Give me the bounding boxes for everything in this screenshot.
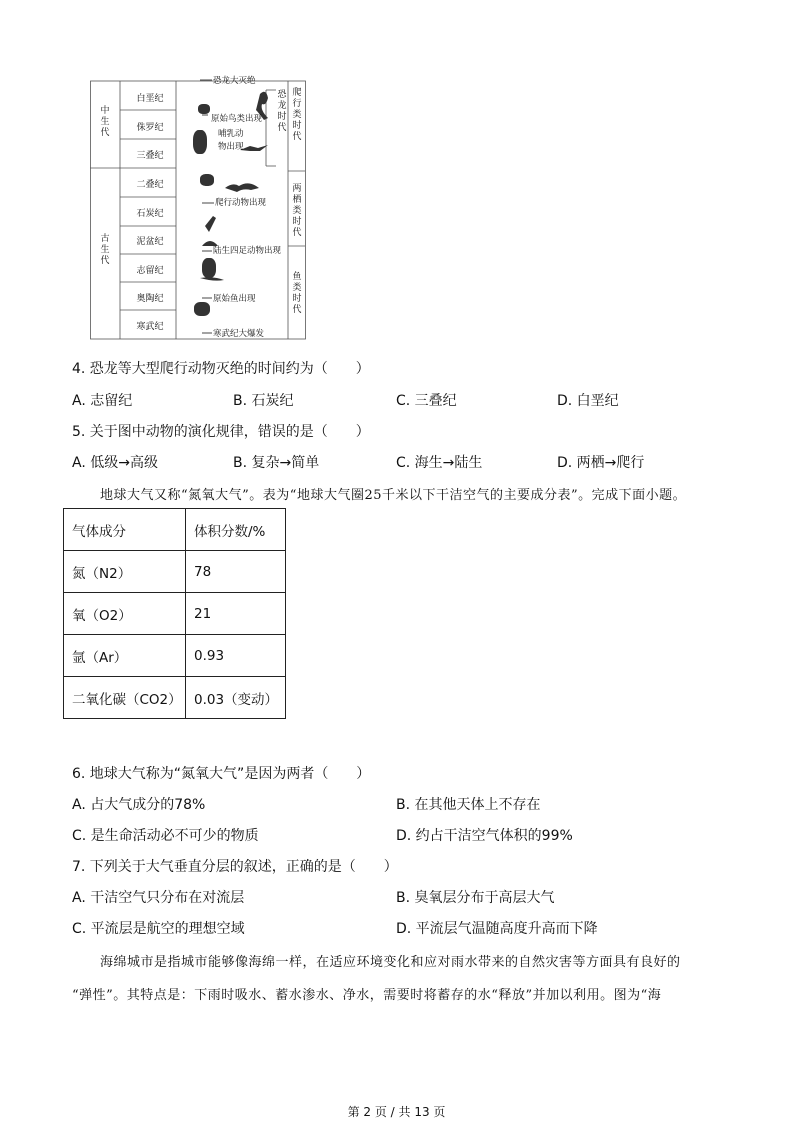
age-reptile: 爬行类时代 [292, 88, 302, 142]
table-cell-volume: 21 [186, 593, 286, 635]
table-cell-gas: 氩（Ar） [64, 635, 186, 677]
period-triassic: 三叠纪 [136, 151, 164, 161]
q4-option-b[interactable]: B. 石炭纪 [233, 393, 294, 409]
table-row [64, 551, 286, 593]
geologic-time-figure [90, 76, 310, 341]
q7-option-a[interactable]: A. 干洁空气只分布在对流层 [72, 890, 245, 906]
anno-mammals-1: 哺乳动 [218, 129, 244, 139]
table-cell-volume: 78 [186, 551, 286, 593]
table-header-cell: 气体成分 [64, 509, 186, 551]
anno-tetrapods: 陆生四足动物出现 [213, 246, 282, 256]
fossil-permian-icon [200, 174, 214, 186]
table-cell-gas: 二氧化碳（CO2） [64, 677, 186, 719]
anno-fish: 原始鱼出现 [213, 294, 256, 304]
period-permian: 二叠纪 [136, 180, 164, 190]
q7-option-b[interactable]: B. 臭氧层分布于高层大气 [396, 890, 555, 906]
period-devonian: 泥盆纪 [136, 237, 164, 247]
anno-cambrian: 寒武纪大爆发 [213, 329, 265, 339]
period-cambrian: 寒武纪 [136, 322, 164, 332]
table-cell-volume: 0.03（变动） [186, 677, 286, 719]
q7-option-c[interactable]: C. 平流层是航空的理想空域 [72, 921, 245, 937]
q6-option-b[interactable]: B. 在其他天体上不存在 [396, 797, 541, 813]
anno-dino-extinction: 恐龙大灭绝 [213, 76, 256, 86]
age-dino: 恐龙时代 [277, 90, 287, 133]
q5-option-c[interactable]: C. 海生→陆生 [396, 455, 483, 471]
q4-option-d[interactable]: D. 白垩纪 [557, 393, 619, 409]
table-cell-volume: 0.93 [186, 635, 286, 677]
era-paleozoic: 古生代 [100, 234, 110, 266]
intro-sponge-line1: 海绵城市是指城市能够像海绵一样，在适应环境变化和应对雨水带来的自然灾害等方面具有良好的 [100, 955, 681, 970]
q7-stem: 7. 下列关于大气垂直分层的叙述，正确的是（ ） [72, 859, 398, 875]
intro-sponge-line2: “弹性”。其特点是：下雨时吸水、蓄水渗水、净水，需要时将蓄存的水“释放”并加以利用。图为“海 [72, 988, 662, 1003]
anno-reptiles: 爬行动物出现 [215, 198, 267, 208]
anno-mammals-2: 物出现 [218, 142, 244, 152]
period-jurassic: 侏罗纪 [136, 123, 164, 133]
period-carboniferous: 石炭纪 [136, 209, 164, 219]
q6-option-c[interactable]: C. 是生命活动必不可少的物质 [72, 828, 259, 844]
era-mesozoic: 中生代 [100, 106, 110, 138]
page-footer: 第 2 页 / 共 13 页 [347, 1105, 446, 1119]
intro-atmosphere: 地球大气又称“氮氧大气”。表为“地球大气圈25千米以下干洁空气的主要成分表”。完成下面小题。 [100, 488, 687, 503]
gas-composition-table [63, 508, 286, 719]
table-header-row [64, 509, 286, 551]
age-amphibian: 两栖类时代 [292, 184, 302, 238]
q6-stem: 6. 地球大气称为“氮氧大气”是因为两者（ ） [72, 766, 371, 782]
q4-stem: 4. 恐龙等大型爬行动物灭绝的时间约为（ ） [72, 361, 370, 377]
table-cell-gas: 氧（O2） [64, 593, 186, 635]
q5-option-d[interactable]: D. 两栖→爬行 [557, 455, 645, 471]
age-fish: 鱼类时代 [292, 272, 302, 315]
q6-option-d[interactable]: D. 约占干洁空气体积的99% [396, 828, 573, 844]
q5-option-b[interactable]: B. 复杂→简单 [233, 455, 320, 471]
table-row [64, 677, 286, 719]
fossil-bird-icon [198, 104, 210, 114]
fossil-fish-icon [202, 258, 216, 278]
q5-stem: 5. 关于图中动物的演化规律，错误的是（ ） [72, 424, 370, 440]
period-silurian: 志留纪 [136, 266, 164, 276]
table-cell-gas: 氮（N2） [64, 551, 186, 593]
q6-option-a[interactable]: A. 占大气成分的78% [72, 797, 206, 813]
period-ordovician: 奥陶纪 [136, 294, 164, 304]
q4-option-a[interactable]: A. 志留纪 [72, 393, 133, 409]
fossil-mammal-icon [193, 130, 207, 154]
table-header-cell: 体积分数/% [186, 509, 286, 551]
table-row [64, 635, 286, 677]
anno-birds: 原始鸟类出现 [211, 114, 263, 124]
table-row [64, 593, 286, 635]
fossil-trilobite-icon [194, 302, 210, 316]
q4-option-c[interactable]: C. 三叠纪 [396, 393, 457, 409]
q5-option-a[interactable]: A. 低级→高级 [72, 455, 158, 471]
period-cretaceous: 白垩纪 [136, 94, 164, 104]
q7-option-d[interactable]: D. 平流层气温随高度升高而下降 [396, 921, 598, 937]
